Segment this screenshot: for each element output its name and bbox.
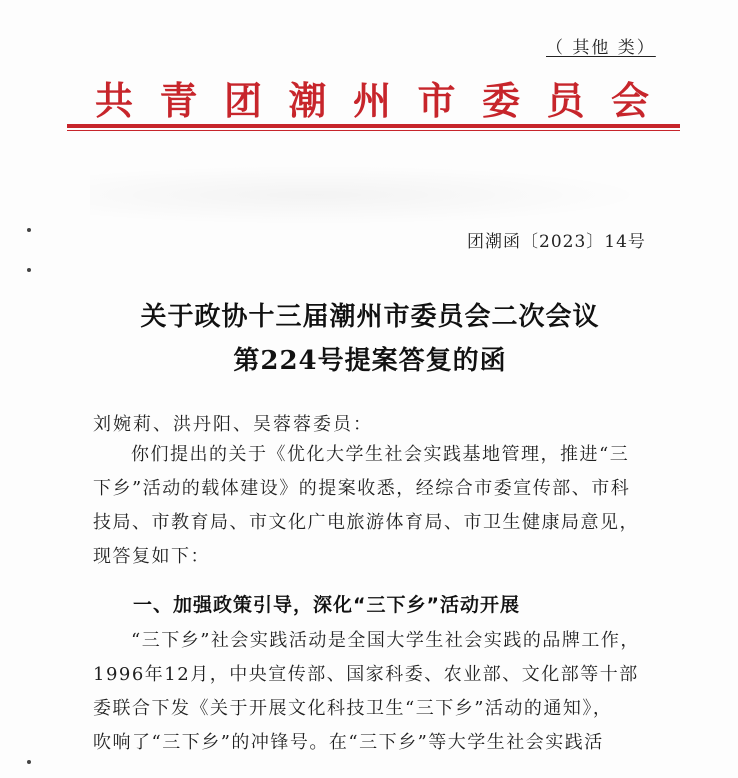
salutation: 刘婉莉、洪丹阳、吴蓉蓉委员： (93, 414, 373, 435)
paragraph-line: 下乡”活动的载体建设》的提案收悉，经综合市委宣传部、市科 (93, 478, 631, 499)
paragraph-line: 现答复如下： (93, 546, 210, 567)
document-title-line-2: 第224号提案答复的函 (233, 346, 507, 376)
paragraph-line: “三下乡”社会实践活动是全国大学生社会实践的品牌工作， (131, 630, 640, 651)
paragraph-line: 委联合下发《关于开展文化科技卫生“三下乡”活动的通知》， (93, 698, 613, 719)
paragraph-line: 1996年12月，中央宣传部、国家科委、农业部、文化部等十部 (93, 664, 639, 685)
paper-bleed-through (90, 165, 650, 225)
document-number: 团潮函〔2023〕14号 (467, 232, 646, 252)
document-category (546, 33, 656, 58)
header-divider-thin (67, 130, 680, 131)
paragraph-line: 你们提出的关于《优化大学生社会实践基地管理，推进“三 (131, 444, 630, 465)
margin-binding-mark (27, 760, 31, 764)
header-divider-thick (67, 124, 680, 128)
document-title-line-1: 关于政协十三届潮州市委员会二次会议 (140, 302, 600, 332)
paragraph-line: 技局、市教育局、市文化广电旅游体育局、市卫生健康局意见， (93, 512, 639, 533)
paragraph-line: 吹响了“三下乡”的冲锋号。在“三下乡”等大学生社会实践活 (93, 732, 604, 753)
paragraph-1 (93, 438, 639, 574)
category-label: （ 其他 类） (546, 38, 656, 58)
organization-header: 共青团潮州市委员会 (95, 78, 655, 123)
section-heading-1: 一、加强政策引导，深化“三下乡”活动开展 (133, 594, 520, 616)
margin-binding-mark (27, 228, 31, 232)
margin-binding-mark (27, 268, 31, 272)
paragraph-2 (93, 624, 640, 760)
